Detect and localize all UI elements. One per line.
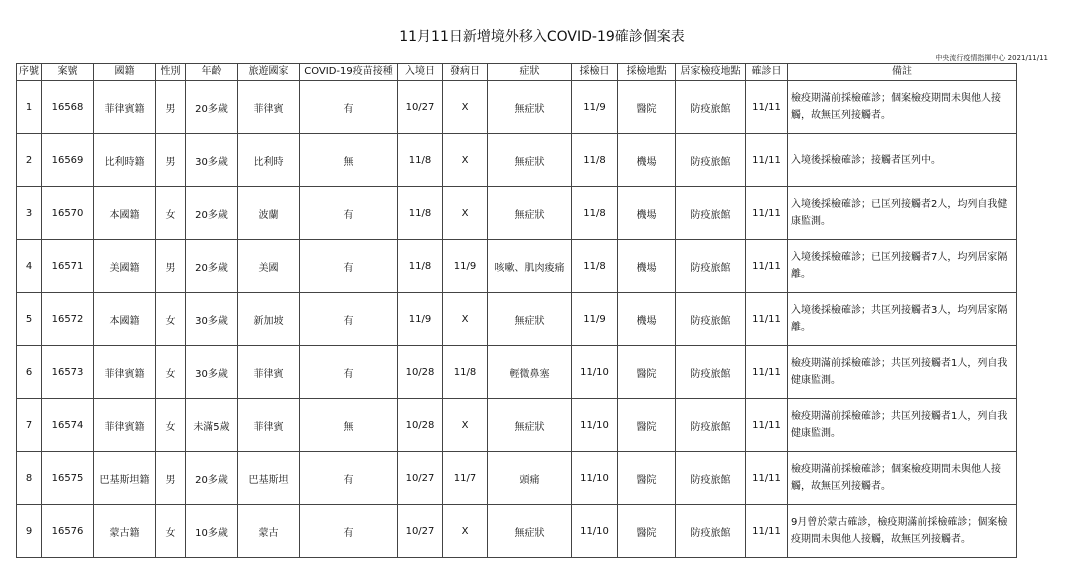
cell-test-location: 醫院 xyxy=(618,346,676,399)
cell-quarantine-location: 防疫旅館 xyxy=(676,81,746,134)
source-note: 中央流行疫情指揮中心 2021/11/11 xyxy=(935,54,1048,62)
cell-nationality: 美國籍 xyxy=(94,240,156,293)
cell-entry-date: 10/28 xyxy=(398,346,443,399)
cell-confirm-date: 11/11 xyxy=(746,505,788,558)
cell-case-no: 16576 xyxy=(42,505,94,558)
cell-symptom: 無症狀 xyxy=(488,187,572,240)
cell-serial: 9 xyxy=(17,505,42,558)
cell-remark: 入境後採檢確診；接觸者匡列中。 xyxy=(788,134,1017,187)
cell-test-location: 醫院 xyxy=(618,399,676,452)
column-header-serial: 序號 xyxy=(17,64,42,81)
cell-test-location: 醫院 xyxy=(618,505,676,558)
header-row xyxy=(17,64,1017,81)
cell-test-date: 11/10 xyxy=(572,346,618,399)
cell-test-date: 11/8 xyxy=(572,187,618,240)
cell-confirm-date: 11/11 xyxy=(746,452,788,505)
cell-quarantine-location: 防疫旅館 xyxy=(676,187,746,240)
column-header-quarantine-location: 居家檢疫地點 xyxy=(676,64,746,81)
cell-case-no: 16570 xyxy=(42,187,94,240)
cell-onset-date: X xyxy=(443,187,488,240)
cell-travel-country: 菲律賓 xyxy=(238,346,300,399)
cell-travel-country: 美國 xyxy=(238,240,300,293)
cell-age: 30多歲 xyxy=(186,134,238,187)
cell-sex: 男 xyxy=(156,81,186,134)
cell-test-date: 11/8 xyxy=(572,240,618,293)
cell-remark: 入境後採檢確診；已匡列接觸者7人，均列居家隔離。 xyxy=(788,240,1017,293)
cell-onset-date: 11/9 xyxy=(443,240,488,293)
cell-quarantine-location: 防疫旅館 xyxy=(676,505,746,558)
cell-age: 30多歲 xyxy=(186,293,238,346)
cell-vaccine: 有 xyxy=(300,346,398,399)
cell-vaccine: 無 xyxy=(300,134,398,187)
cell-nationality: 本國籍 xyxy=(94,187,156,240)
cell-test-location: 醫院 xyxy=(618,452,676,505)
cell-test-date: 11/8 xyxy=(572,134,618,187)
cell-onset-date: X xyxy=(443,293,488,346)
cell-nationality: 本國籍 xyxy=(94,293,156,346)
cell-serial: 4 xyxy=(17,240,42,293)
cell-test-location: 醫院 xyxy=(618,81,676,134)
cell-entry-date: 10/28 xyxy=(398,399,443,452)
column-header-case-no: 案號 xyxy=(42,64,94,81)
table-row xyxy=(17,399,1017,452)
cell-case-no: 16571 xyxy=(42,240,94,293)
table-row xyxy=(17,293,1017,346)
cell-sex: 男 xyxy=(156,452,186,505)
cell-symptom: 無症狀 xyxy=(488,505,572,558)
cell-travel-country: 菲律賓 xyxy=(238,81,300,134)
cell-remark: 檢疫期滿前採檢確診；個案檢疫期間未與他人接觸，故無匡列接觸者。 xyxy=(788,81,1017,134)
cell-case-no: 16569 xyxy=(42,134,94,187)
cell-vaccine: 有 xyxy=(300,293,398,346)
cell-onset-date: X xyxy=(443,399,488,452)
column-header-entry-date: 入境日 xyxy=(398,64,443,81)
cell-quarantine-location: 防疫旅館 xyxy=(676,240,746,293)
cell-serial: 7 xyxy=(17,399,42,452)
cell-entry-date: 11/8 xyxy=(398,134,443,187)
cell-confirm-date: 11/11 xyxy=(746,187,788,240)
cell-confirm-date: 11/11 xyxy=(746,81,788,134)
table-row xyxy=(17,81,1017,134)
column-header-travel-country: 旅遊國家 xyxy=(238,64,300,81)
cell-travel-country: 波蘭 xyxy=(238,187,300,240)
cell-quarantine-location: 防疫旅館 xyxy=(676,346,746,399)
cell-nationality: 蒙古籍 xyxy=(94,505,156,558)
case-table xyxy=(16,63,1017,558)
cell-remark: 檢疫期滿前採檢確診；共匡列接觸者1人，列自我健康監測。 xyxy=(788,399,1017,452)
table-row xyxy=(17,505,1017,558)
cell-sex: 女 xyxy=(156,399,186,452)
cell-onset-date: X xyxy=(443,134,488,187)
cell-age: 10多歲 xyxy=(186,505,238,558)
column-header-vaccine: COVID-19疫苗接種 xyxy=(300,64,398,81)
cell-entry-date: 10/27 xyxy=(398,81,443,134)
cell-test-date: 11/10 xyxy=(572,505,618,558)
cell-case-no: 16574 xyxy=(42,399,94,452)
cell-entry-date: 11/8 xyxy=(398,187,443,240)
cell-travel-country: 新加坡 xyxy=(238,293,300,346)
cell-confirm-date: 11/11 xyxy=(746,293,788,346)
cell-remark: 入境後採檢確診；共匡列接觸者3人，均列居家隔離。 xyxy=(788,293,1017,346)
cell-nationality: 菲律賓籍 xyxy=(94,81,156,134)
cell-test-date: 11/9 xyxy=(572,81,618,134)
cell-test-location: 機場 xyxy=(618,240,676,293)
cell-onset-date: X xyxy=(443,81,488,134)
cell-symptom: 咳嗽、肌肉痠痛 xyxy=(488,240,572,293)
cell-confirm-date: 11/11 xyxy=(746,399,788,452)
cell-nationality: 菲律賓籍 xyxy=(94,399,156,452)
cell-age: 20多歲 xyxy=(186,187,238,240)
cell-vaccine: 無 xyxy=(300,399,398,452)
table-header xyxy=(17,64,1017,81)
cell-age: 未滿5歲 xyxy=(186,399,238,452)
column-header-nationality: 國籍 xyxy=(94,64,156,81)
cell-confirm-date: 11/11 xyxy=(746,346,788,399)
cell-vaccine: 有 xyxy=(300,240,398,293)
cell-sex: 女 xyxy=(156,346,186,399)
cell-test-location: 機場 xyxy=(618,134,676,187)
column-header-confirm-date: 確診日 xyxy=(746,64,788,81)
cell-remark: 入境後採檢確診；已匡列接觸者2人，均列自我健康監測。 xyxy=(788,187,1017,240)
cell-test-date: 11/9 xyxy=(572,293,618,346)
cell-quarantine-location: 防疫旅館 xyxy=(676,134,746,187)
cell-sex: 男 xyxy=(156,240,186,293)
cell-symptom: 輕微鼻塞 xyxy=(488,346,572,399)
column-header-remark: 備註 xyxy=(788,64,1017,81)
cell-case-no: 16573 xyxy=(42,346,94,399)
cell-nationality: 菲律賓籍 xyxy=(94,346,156,399)
cell-quarantine-location: 防疫旅館 xyxy=(676,293,746,346)
cell-travel-country: 比利時 xyxy=(238,134,300,187)
cell-serial: 6 xyxy=(17,346,42,399)
cell-serial: 5 xyxy=(17,293,42,346)
cell-sex: 男 xyxy=(156,134,186,187)
cell-test-location: 機場 xyxy=(618,187,676,240)
column-header-test-date: 採檢日 xyxy=(572,64,618,81)
cell-symptom: 無症狀 xyxy=(488,81,572,134)
cell-symptom: 無症狀 xyxy=(488,293,572,346)
cell-symptom: 頭痛 xyxy=(488,452,572,505)
cell-travel-country: 蒙古 xyxy=(238,505,300,558)
column-header-symptom: 症狀 xyxy=(488,64,572,81)
cell-vaccine: 有 xyxy=(300,187,398,240)
cell-onset-date: 11/7 xyxy=(443,452,488,505)
cell-remark: 檢疫期滿前採檢確診；共匡列接觸者1人，列自我健康監測。 xyxy=(788,346,1017,399)
cell-serial: 3 xyxy=(17,187,42,240)
cell-vaccine: 有 xyxy=(300,505,398,558)
table-body xyxy=(17,81,1017,558)
column-header-test-location: 採檢地點 xyxy=(618,64,676,81)
column-header-age: 年齡 xyxy=(186,64,238,81)
cell-remark: 檢疫期滿前採檢確診；個案檢疫期間未與他人接觸，故無匡列接觸者。 xyxy=(788,452,1017,505)
cell-age: 20多歲 xyxy=(186,81,238,134)
column-header-onset-date: 發病日 xyxy=(443,64,488,81)
cell-confirm-date: 11/11 xyxy=(746,134,788,187)
cell-test-date: 11/10 xyxy=(572,452,618,505)
cell-entry-date: 10/27 xyxy=(398,452,443,505)
cell-serial: 8 xyxy=(17,452,42,505)
cell-sex: 女 xyxy=(156,187,186,240)
cell-serial: 1 xyxy=(17,81,42,134)
cell-quarantine-location: 防疫旅館 xyxy=(676,452,746,505)
cell-travel-country: 菲律賓 xyxy=(238,399,300,452)
cell-vaccine: 有 xyxy=(300,452,398,505)
cell-sex: 女 xyxy=(156,293,186,346)
cell-case-no: 16568 xyxy=(42,81,94,134)
cell-entry-date: 11/9 xyxy=(398,293,443,346)
cell-entry-date: 11/8 xyxy=(398,240,443,293)
column-header-sex: 性別 xyxy=(156,64,186,81)
cell-confirm-date: 11/11 xyxy=(746,240,788,293)
cell-test-location: 機場 xyxy=(618,293,676,346)
cell-symptom: 無症狀 xyxy=(488,134,572,187)
cell-remark: 9月曾於蒙古確診，檢疫期滿前採檢確診；個案檢疫期間未與他人接觸，故無匡列接觸者。 xyxy=(788,505,1017,558)
cell-age: 20多歲 xyxy=(186,452,238,505)
cell-case-no: 16572 xyxy=(42,293,94,346)
cell-travel-country: 巴基斯坦 xyxy=(238,452,300,505)
cell-serial: 2 xyxy=(17,134,42,187)
cell-test-date: 11/10 xyxy=(572,399,618,452)
cell-quarantine-location: 防疫旅館 xyxy=(676,399,746,452)
cell-entry-date: 10/27 xyxy=(398,505,443,558)
cell-vaccine: 有 xyxy=(300,81,398,134)
page-title: 11月11日新增境外移入COVID-19確診個案表 xyxy=(399,29,685,45)
table-row xyxy=(17,452,1017,505)
cell-symptom: 無症狀 xyxy=(488,399,572,452)
cell-age: 30多歲 xyxy=(186,346,238,399)
cell-sex: 女 xyxy=(156,505,186,558)
cell-nationality: 比利時籍 xyxy=(94,134,156,187)
cell-nationality: 巴基斯坦籍 xyxy=(94,452,156,505)
table-row xyxy=(17,346,1017,399)
table-row xyxy=(17,240,1017,293)
table-row xyxy=(17,134,1017,187)
cell-onset-date: X xyxy=(443,505,488,558)
cell-onset-date: 11/8 xyxy=(443,346,488,399)
cell-case-no: 16575 xyxy=(42,452,94,505)
table-row xyxy=(17,187,1017,240)
cell-age: 20多歲 xyxy=(186,240,238,293)
